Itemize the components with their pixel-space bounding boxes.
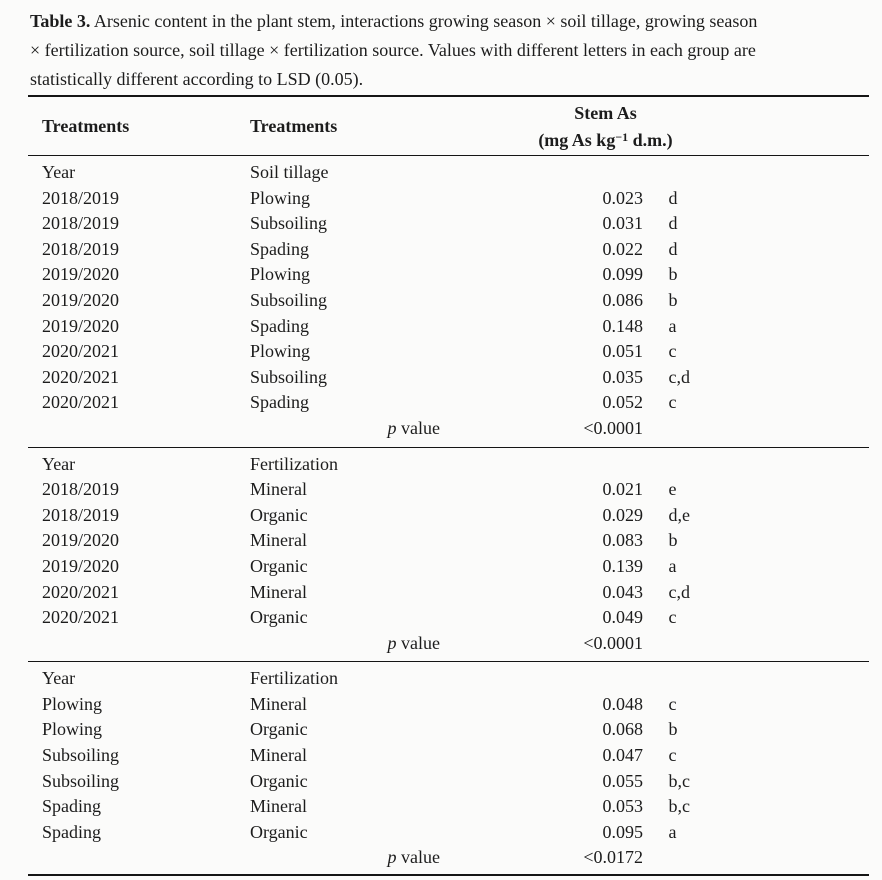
value-cell: 0.049 (602, 607, 643, 628)
data-table (28, 95, 869, 876)
letter-cell: b,c (668, 796, 690, 817)
caption-text: Arsenic content in the plant stem, interactions growing season × soil tillage, growing season (90, 11, 758, 31)
p-value-label (28, 631, 450, 657)
treatment1-cell: 2018/2019 (42, 479, 120, 500)
value-cell: 0.086 (602, 289, 643, 310)
treatment1-cell: Spading (42, 821, 102, 842)
value-cell: 0.051 (602, 341, 643, 362)
p-symbol: p (387, 417, 397, 438)
letter-cell: d (668, 187, 678, 208)
treatment2-cell: Subsoiling (250, 213, 328, 234)
letter-cell: b (668, 264, 678, 285)
value-cell: 0.095 (602, 821, 643, 842)
treatment1-cell: 2019/2020 (42, 315, 120, 336)
treatment2-cell: Organic (250, 770, 308, 791)
table-row (28, 820, 869, 846)
letter-cell: c,d (668, 366, 690, 387)
letter-cell: c (668, 392, 677, 413)
letter-cell: c (668, 693, 677, 714)
group-header-row (28, 452, 869, 478)
treatment2-cell: Mineral (250, 581, 307, 602)
table-row (28, 237, 869, 263)
letter-cell: d,e (668, 504, 690, 525)
header-stem-as (450, 101, 869, 152)
group-col1-label: Year (42, 453, 76, 474)
table-number-label: Table 3. (30, 11, 91, 31)
p-value-label (28, 845, 450, 871)
letter-cell: b (668, 289, 678, 310)
treatment2-cell: Subsoiling (250, 289, 328, 310)
treatment2-cell: Plowing (250, 341, 311, 362)
letter-cell: a (668, 821, 677, 842)
value-cell: 0.031 (602, 213, 643, 234)
header-stem-as-title: Stem As (574, 102, 637, 123)
treatment2-cell: Organic (250, 607, 308, 628)
treatment1-cell: 2019/2020 (42, 264, 120, 285)
p-symbol: p (387, 632, 397, 653)
table-row (28, 390, 869, 416)
group-header-row (28, 666, 869, 692)
letter-cell: e (668, 479, 677, 500)
table-row (28, 743, 869, 769)
p-value-cell: <0.0172 (583, 847, 643, 868)
table-row (28, 477, 869, 503)
table-row (28, 794, 869, 820)
value-cell: 0.023 (602, 187, 643, 208)
treatment2-cell: Plowing (250, 187, 311, 208)
value-cell: 0.047 (602, 745, 643, 766)
p-value-row (28, 416, 869, 442)
section-season-tillage (28, 156, 869, 448)
letter-cell: a (668, 555, 677, 576)
table-caption (30, 7, 870, 94)
caption-line-2: × fertilization source, soil tillage × fertilization source. Values with different letters in each group are (30, 40, 756, 60)
treatment2-cell: Subsoiling (250, 366, 328, 387)
p-value-label (28, 416, 450, 442)
p-symbol: p (387, 847, 397, 868)
value-cell: 0.043 (602, 581, 643, 602)
value-cell: 0.148 (602, 315, 643, 336)
letter-cell: a (668, 315, 677, 336)
table-row (28, 528, 869, 554)
value-cell: 0.055 (602, 770, 643, 791)
letter-cell: b (668, 719, 678, 740)
treatment1-cell: Spading (42, 796, 102, 817)
treatment2-cell: Mineral (250, 530, 307, 551)
table-row (28, 339, 869, 365)
value-cell: 0.048 (602, 693, 643, 714)
letter-cell: c (668, 341, 677, 362)
p-value-cell: <0.0001 (583, 417, 643, 438)
table-row (28, 262, 869, 288)
treatment2-cell: Spading (250, 392, 310, 413)
treatment2-cell: Plowing (250, 264, 311, 285)
section-tillage-fertilization (28, 662, 869, 874)
letter-cell: c (668, 745, 677, 766)
treatment1-cell: Plowing (42, 719, 103, 740)
section-season-fertilization (28, 448, 869, 663)
treatment2-cell: Mineral (250, 693, 307, 714)
group-col1-label: Year (42, 668, 76, 689)
p-value-cell: <0.0001 (583, 632, 643, 653)
treatment1-cell: 2020/2021 (42, 341, 120, 362)
value-cell: 0.029 (602, 504, 643, 525)
treatment1-cell: 2019/2020 (42, 530, 120, 551)
value-cell: 0.083 (602, 530, 643, 551)
table-row (28, 314, 869, 340)
treatment1-cell: 2018/2019 (42, 504, 120, 525)
letter-cell: d (668, 238, 678, 259)
treatment1-cell: 2018/2019 (42, 187, 120, 208)
table-row (28, 769, 869, 795)
header-treatments-1: Treatments (42, 115, 130, 136)
header-stem-as-unit (450, 125, 761, 152)
caption-line-3: statistically different according to LSD (0.05). (30, 69, 364, 89)
header-treatments-2: Treatments (250, 115, 338, 136)
treatment2-cell: Organic (250, 555, 308, 576)
unit-superscript: −1 (615, 129, 629, 144)
treatment1-cell: 2020/2021 (42, 607, 120, 628)
treatment1-cell: 2019/2020 (42, 289, 120, 310)
letter-cell: d (668, 213, 678, 234)
p-label-text: value (396, 632, 440, 653)
value-cell: 0.068 (602, 719, 643, 740)
treatment2-cell: Mineral (250, 745, 307, 766)
unit-prefix: (mg As kg (538, 129, 616, 150)
treatment1-cell: 2019/2020 (42, 555, 120, 576)
table-row (28, 580, 869, 606)
treatment2-cell: Organic (250, 821, 308, 842)
treatment1-cell: 2020/2021 (42, 366, 120, 387)
treatment1-cell: Plowing (42, 693, 103, 714)
value-cell: 0.052 (602, 392, 643, 413)
treatment2-cell: Mineral (250, 796, 307, 817)
letter-cell: c,d (668, 581, 690, 602)
letter-cell: b (668, 530, 678, 551)
p-label-text: value (396, 417, 440, 438)
treatment2-cell: Spading (250, 238, 310, 259)
treatment1-cell: 2020/2021 (42, 581, 120, 602)
treatment1-cell: 2018/2019 (42, 238, 120, 259)
table-row (28, 186, 869, 212)
value-cell: 0.022 (602, 238, 643, 259)
treatment1-cell: 2020/2021 (42, 392, 120, 413)
p-label-text: value (396, 847, 440, 868)
treatment1-cell: Subsoiling (42, 770, 120, 791)
p-value-row (28, 845, 869, 871)
table-row (28, 605, 869, 631)
letter-cell: b,c (668, 770, 690, 791)
treatment2-cell: Organic (250, 719, 308, 740)
table-row (28, 503, 869, 529)
caption-line-1 (30, 7, 870, 36)
value-cell: 0.139 (602, 555, 643, 576)
treatment1-cell: Subsoiling (42, 745, 120, 766)
unit-suffix: d.m.) (628, 129, 673, 150)
p-value-row (28, 631, 869, 657)
group-col1-label: Year (42, 162, 76, 182)
table-row (28, 211, 869, 237)
treatment2-cell: Organic (250, 504, 308, 525)
table-row (28, 692, 869, 718)
table-row (28, 365, 869, 391)
group-col2-label: Fertilization (250, 668, 338, 689)
treatment1-cell: 2018/2019 (42, 213, 120, 234)
treatment2-cell: Spading (250, 315, 310, 336)
table-row (28, 717, 869, 743)
treatment2-cell: Mineral (250, 479, 307, 500)
value-cell: 0.053 (602, 796, 643, 817)
group-header-row (28, 160, 869, 186)
table-row (28, 554, 869, 580)
letter-cell: c (668, 607, 677, 628)
value-cell: 0.035 (602, 366, 643, 387)
value-cell: 0.021 (602, 479, 643, 500)
group-col2-label: Fertilization (250, 453, 338, 474)
table-row (28, 288, 869, 314)
table-header-row (28, 97, 869, 156)
group-col2-label: Soil tillage (250, 162, 329, 182)
value-cell: 0.099 (602, 264, 643, 285)
